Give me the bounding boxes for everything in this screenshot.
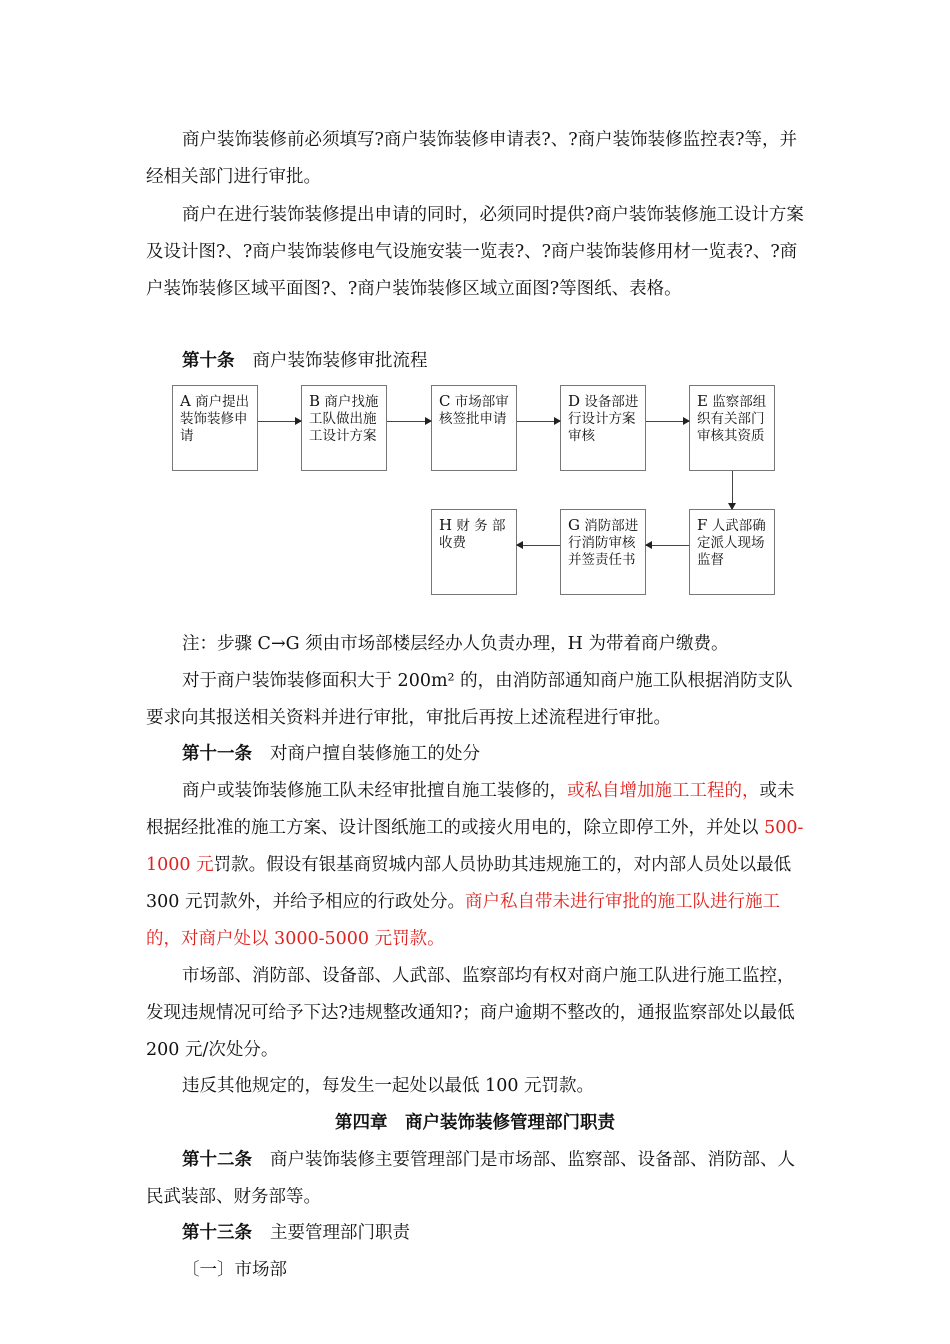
flow-step-a xyxy=(172,385,258,471)
penalty-text-red: 或私自增加施工工程的， xyxy=(567,781,760,801)
flow-step-f xyxy=(689,509,775,595)
chapter-4-title: 第四章 商户装饰装修管理部门职责 xyxy=(335,1113,615,1133)
flow-step-h xyxy=(431,509,517,595)
flow-step-letter: G xyxy=(568,516,580,534)
article-10-label: 第十条 xyxy=(182,351,235,371)
arrow-d-to-e xyxy=(646,421,689,422)
penalty-text: 商户或装饰装修施工队未经审批擅自施工装修的， xyxy=(182,781,567,801)
article-13-title: 主要管理部门职责 xyxy=(270,1223,410,1243)
article-11-title: 对商户擅自装修施工的处分 xyxy=(270,744,480,764)
arrow-a-to-b xyxy=(258,421,301,422)
flow-step-text: 监察部组织有关部门审核其资质 xyxy=(697,394,767,444)
flow-step-text: 设备部进行设计方案审核 xyxy=(568,394,639,444)
arrow-c-to-d xyxy=(517,421,560,422)
flow-step-text: 市场部审核签批申请 xyxy=(439,394,509,427)
flow-step-c xyxy=(431,385,517,471)
paragraph-other-violations: 违反其他规定的，每发生一起处以最低 100 元罚款。 xyxy=(182,1076,595,1096)
article-11-label: 第十一条 xyxy=(182,744,252,764)
paragraph-large-area: 对于商户装饰装修面积大于 200m² 的，由消防部通知商户施工队根据消防支队要求向其报送相关资料并进行审批，审批后再按上述流程进行审批。 xyxy=(146,671,793,728)
penalty-text-red: 商户私自带未进行审批的施工队进行施工的，对商户处以 3000-5000 元罚款。 xyxy=(146,892,780,949)
flow-step-d xyxy=(560,385,646,471)
article-11-heading xyxy=(182,736,480,773)
penalty-text: 罚款。假设有银基商贸城内部人员协助其违规施工的，对内部人员处以最低 300 元罚款外，并给予相应的行政处分。 xyxy=(146,855,792,912)
arrow-f-to-g xyxy=(646,545,689,546)
paragraph-application-forms: 商户装饰装修前必须填写?商户装饰装修申请表?、?商户装饰装修监控表?等，并经相关部门进行审批。 xyxy=(146,130,798,187)
flow-step-letter: E xyxy=(697,392,708,410)
flow-step-letter: D xyxy=(568,392,581,410)
article-10-heading xyxy=(182,343,428,380)
penalty-amount-red: 500-1000 元 xyxy=(146,818,804,875)
flow-step-text: 财 务 部 收费 xyxy=(439,518,506,551)
flow-step-text: 商户找施工队做出施工设计方案 xyxy=(309,394,379,444)
article-12-label: 第十二条 xyxy=(182,1150,252,1170)
paragraph-monitoring: 市场部、消防部、设备部、人武部、监察部均有权对商户施工队进行施工监控，发现违规情况可给予下达?违规整改通知?；商户逾期不整改的，通报监察部处以最低 200 元/次处分。 xyxy=(146,966,795,1060)
article-13-heading xyxy=(182,1215,410,1252)
flow-step-letter: C xyxy=(439,392,451,410)
flow-step-text: 商户提出装饰装修申请 xyxy=(180,394,250,444)
arrow-b-to-c xyxy=(387,421,431,422)
flow-step-text: 消防部进行消防审核并签责任书 xyxy=(568,518,639,568)
paragraph-required-documents: 商户在进行装饰装修提出申请的同时，必须同时提供?商户装饰装修施工设计方案及设计图?、?商户装饰装修电气设施安装一览表?、?商户装饰装修用材一览表?、?商户装饰装修区域平面图?、?商户装饰装修区域立面图?等图纸、表格。 xyxy=(146,205,804,299)
article-10-title: 商户装饰装修审批流程 xyxy=(252,351,428,371)
flow-step-e xyxy=(689,385,775,471)
penalty-text: 或未根据经批准的施工方案、设计图纸施工的或接火用电的，除立即停工外，并处以 xyxy=(146,781,795,838)
flow-step-g xyxy=(560,509,646,595)
flow-step-text: 人武部确定派人现场监督 xyxy=(697,518,766,568)
flow-step-b xyxy=(301,385,387,471)
flow-step-letter: H xyxy=(439,516,453,534)
article-12-text: 商户装饰装修主要管理部门是市场部、监察部、设备部、消防部、人民武装部、财务部等。 xyxy=(146,1150,795,1207)
section-market-department: 〔一〕市场部 xyxy=(182,1260,287,1280)
flow-step-letter: F xyxy=(697,516,708,534)
flowchart-note: 注：步骤 C→G 须由市场部楼层经办人负责办理，H 为带着商户缴费。 xyxy=(182,634,729,654)
flow-step-letter: B xyxy=(309,392,321,410)
article-12-paragraph xyxy=(146,1142,808,1216)
arrow-e-to-f xyxy=(732,471,733,509)
paragraph-penalties xyxy=(146,773,808,958)
flow-step-letter: A xyxy=(180,392,191,410)
article-13-label: 第十三条 xyxy=(182,1223,252,1243)
arrow-g-to-h xyxy=(517,545,560,546)
